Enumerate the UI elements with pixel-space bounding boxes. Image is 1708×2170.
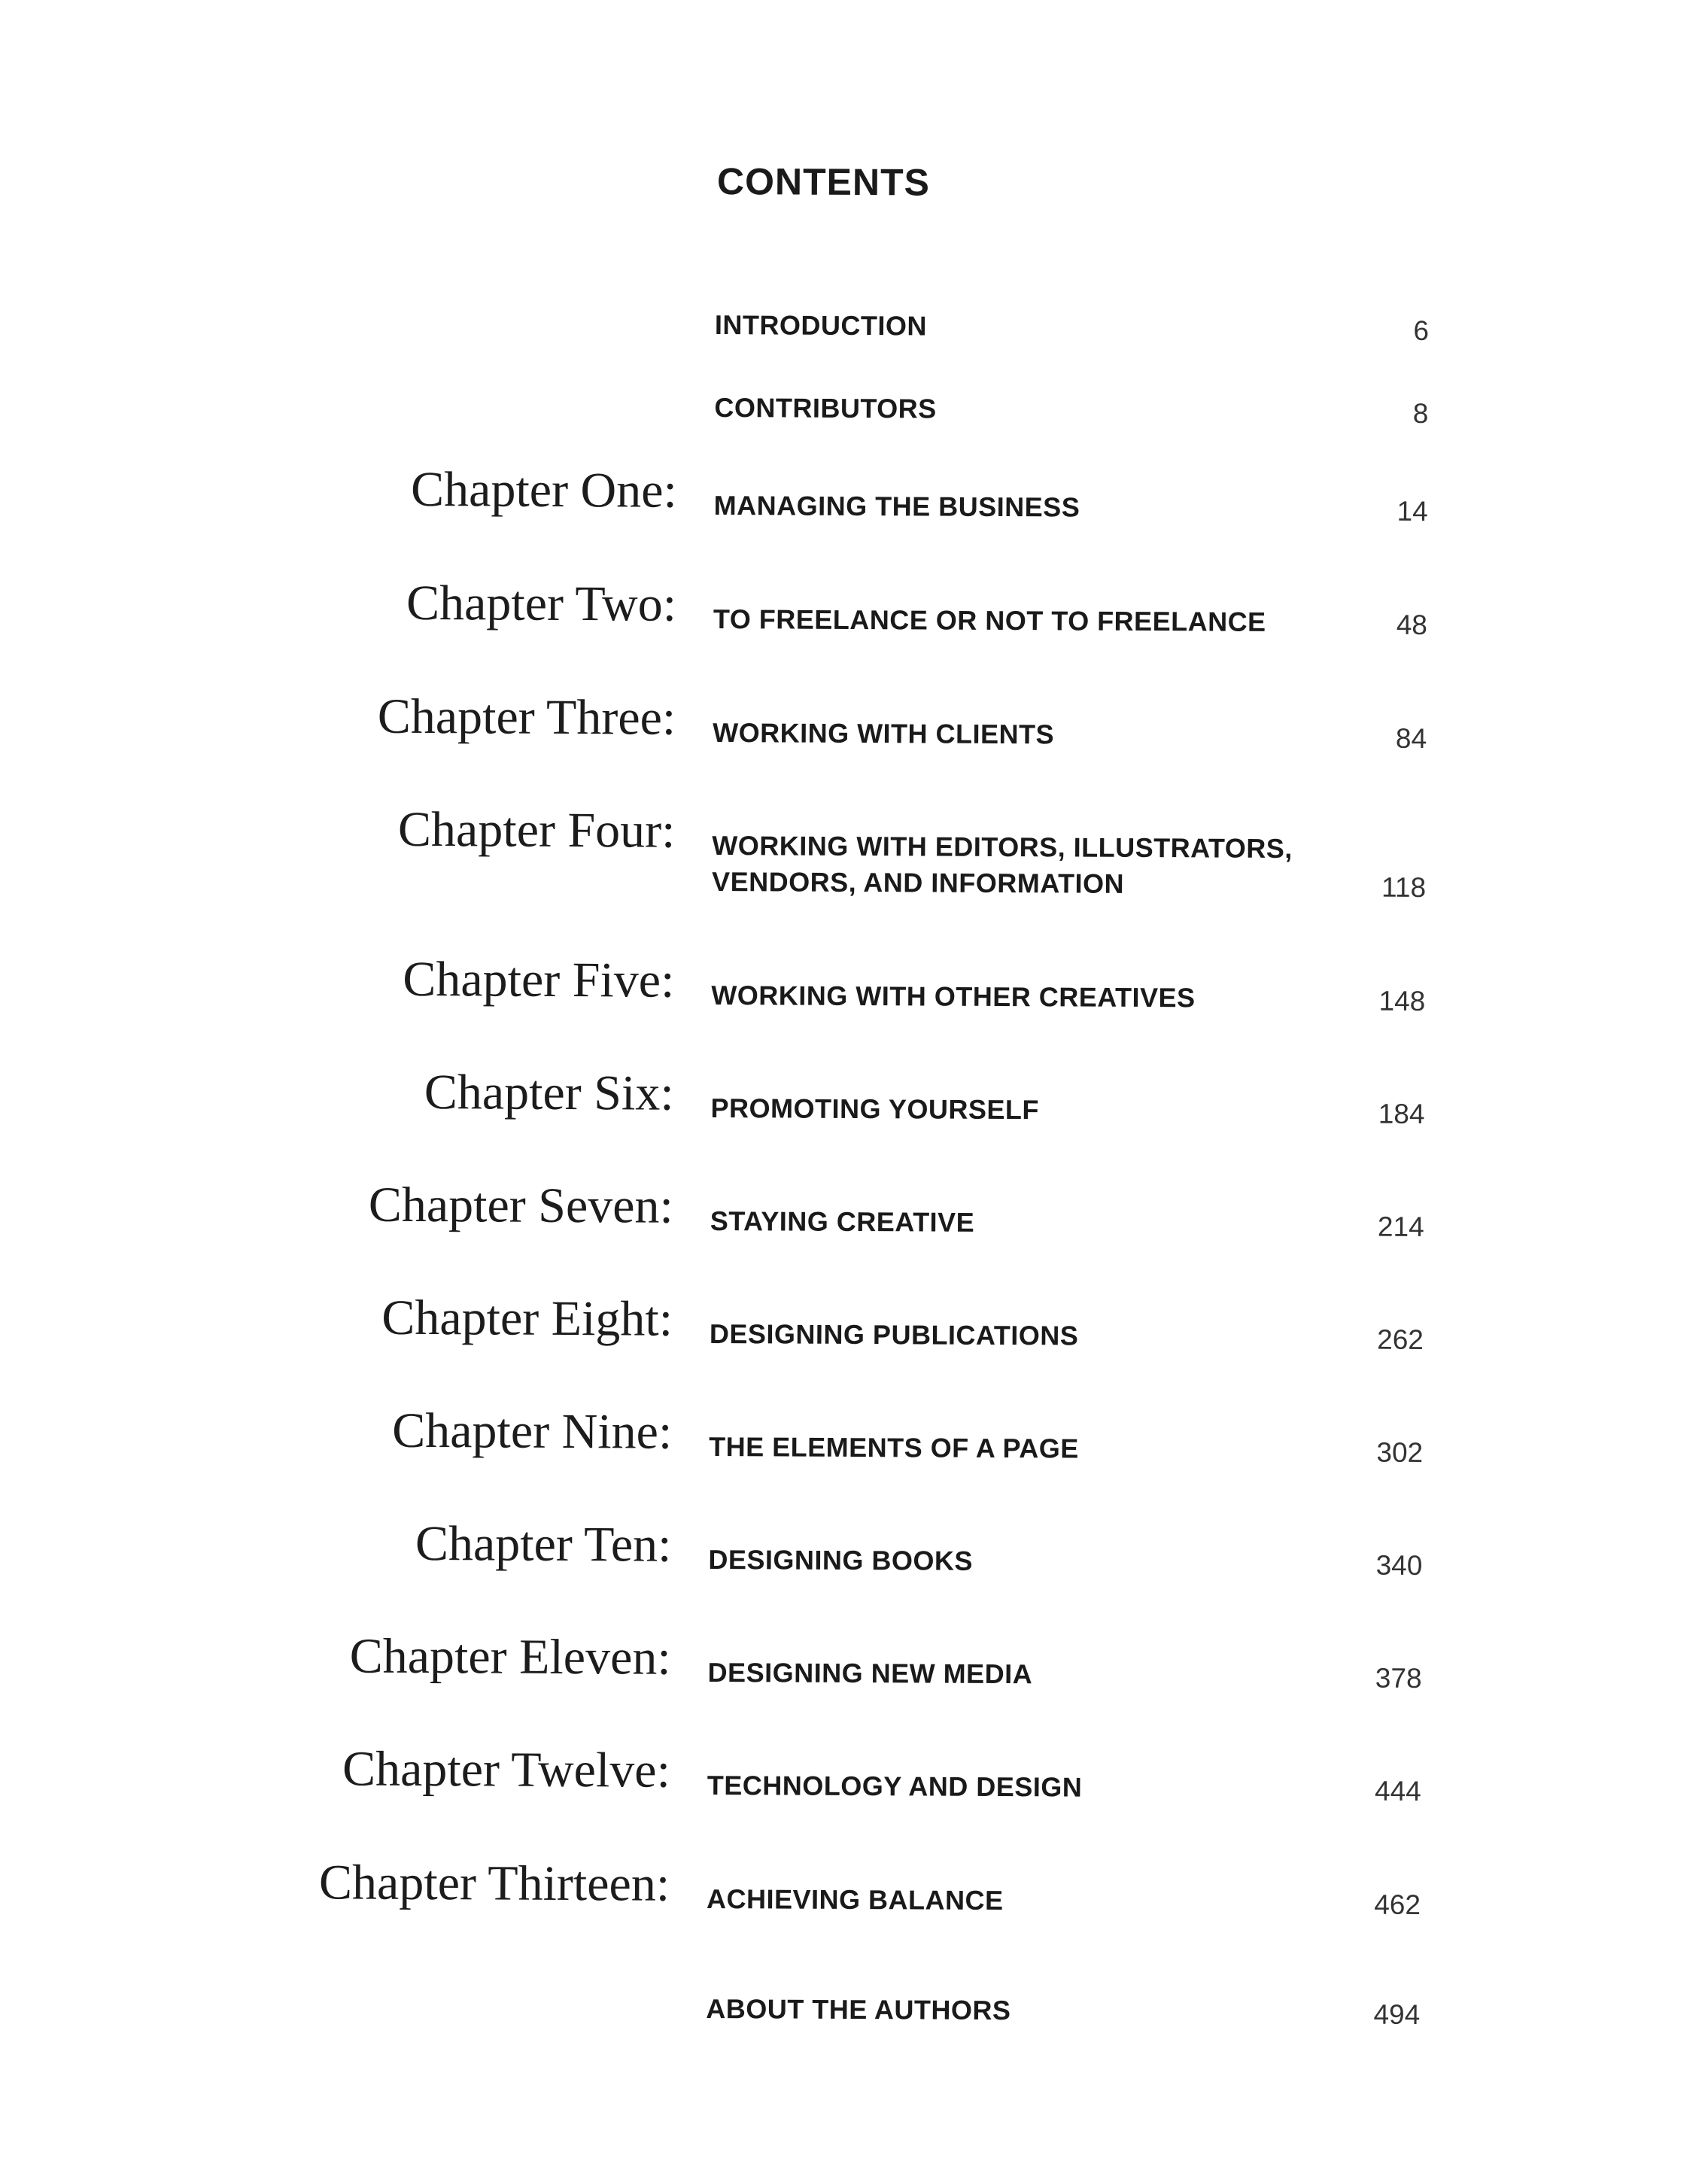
toc-entry bbox=[0, 461, 1706, 527]
section-title: MANAGING THE BUSINESS bbox=[713, 489, 1080, 523]
page-number: 340 bbox=[1375, 1549, 1423, 1581]
section-title: THE ELEMENTS OF A PAGE bbox=[709, 1430, 1079, 1464]
page-number: 84 bbox=[1395, 722, 1427, 754]
chapter-label: Chapter Eight: bbox=[381, 1290, 673, 1347]
chapter-label: Chapter Eleven: bbox=[349, 1628, 671, 1685]
section-title: WORKING WITH EDITORS, ILLUSTRATORS, VENDORS, AND INFORMATION bbox=[712, 829, 1293, 899]
section-title: INTRODUCTION bbox=[714, 309, 928, 342]
chapter-label: Chapter Seven: bbox=[368, 1177, 674, 1234]
toc-entry bbox=[0, 801, 1704, 903]
section-title: DESIGNING NEW MEDIA bbox=[707, 1656, 1033, 1690]
section-title: STAYING CREATIVE bbox=[710, 1205, 975, 1238]
page-number: 6 bbox=[1413, 315, 1430, 346]
page-number: 14 bbox=[1396, 495, 1428, 527]
page-number: 214 bbox=[1377, 1211, 1424, 1242]
page-number: 494 bbox=[1373, 1998, 1421, 2030]
page-number: 444 bbox=[1374, 1775, 1421, 1807]
toc-entry bbox=[0, 1855, 1699, 1920]
section-title: WORKING WITH OTHER CREATIVES bbox=[711, 979, 1196, 1014]
chapter-label: Chapter Two: bbox=[406, 575, 677, 632]
toc-entry bbox=[0, 1290, 1702, 1355]
page-title: CONTENTS bbox=[716, 160, 931, 204]
page-number: 118 bbox=[1381, 871, 1427, 903]
chapter-label: Chapter Five: bbox=[403, 951, 675, 1008]
section-title: DESIGNING BOOKS bbox=[708, 1543, 974, 1576]
toc-entry bbox=[0, 309, 1707, 346]
toc-entry bbox=[0, 1515, 1700, 1581]
chapter-label: Chapter Twelve: bbox=[342, 1741, 671, 1798]
page-number: 48 bbox=[1396, 609, 1428, 640]
section-title: CONTRIBUTORS bbox=[714, 392, 937, 424]
toc-entry bbox=[0, 1064, 1703, 1129]
page-number: 302 bbox=[1376, 1436, 1424, 1468]
toc-entry bbox=[0, 951, 1703, 1017]
chapter-label: Chapter Ten: bbox=[415, 1515, 672, 1573]
toc-entry bbox=[0, 1403, 1701, 1468]
toc-entry bbox=[0, 688, 1705, 754]
chapter-label: Chapter Six: bbox=[424, 1064, 674, 1121]
toc-entry bbox=[0, 1741, 1700, 1807]
page-number: 378 bbox=[1375, 1662, 1422, 1694]
page-number: 8 bbox=[1412, 397, 1429, 429]
section-title: DESIGNING PUBLICATIONS bbox=[709, 1318, 1079, 1351]
toc-entry bbox=[0, 1992, 1698, 2030]
chapter-label: Chapter Four: bbox=[397, 801, 676, 859]
toc-entry bbox=[0, 392, 1706, 429]
section-title: WORKING WITH CLIENTS bbox=[713, 716, 1055, 750]
chapter-label: Chapter Nine: bbox=[392, 1403, 673, 1460]
section-title: PROMOTING YOURSELF bbox=[710, 1092, 1040, 1126]
chapter-label: Chapter Thirteen: bbox=[318, 1855, 670, 1912]
section-title: ABOUT THE AUTHORS bbox=[706, 1992, 1011, 2026]
toc-entry bbox=[0, 1177, 1703, 1242]
page-number: 184 bbox=[1378, 1098, 1425, 1129]
toc-entry bbox=[0, 1628, 1700, 1694]
chapter-label: Chapter One: bbox=[410, 461, 678, 518]
page-number: 462 bbox=[1374, 1889, 1421, 1920]
page-number: 148 bbox=[1378, 985, 1426, 1017]
section-title: ACHIEVING BALANCE bbox=[706, 1883, 1004, 1916]
toc-entry bbox=[0, 575, 1706, 640]
page-number: 262 bbox=[1377, 1324, 1424, 1355]
chapter-label: Chapter Three: bbox=[377, 688, 676, 746]
section-title: TECHNOLOGY AND DESIGN bbox=[707, 1769, 1083, 1803]
section-title: TO FREELANCE OR NOT TO FREELANCE bbox=[713, 603, 1266, 637]
